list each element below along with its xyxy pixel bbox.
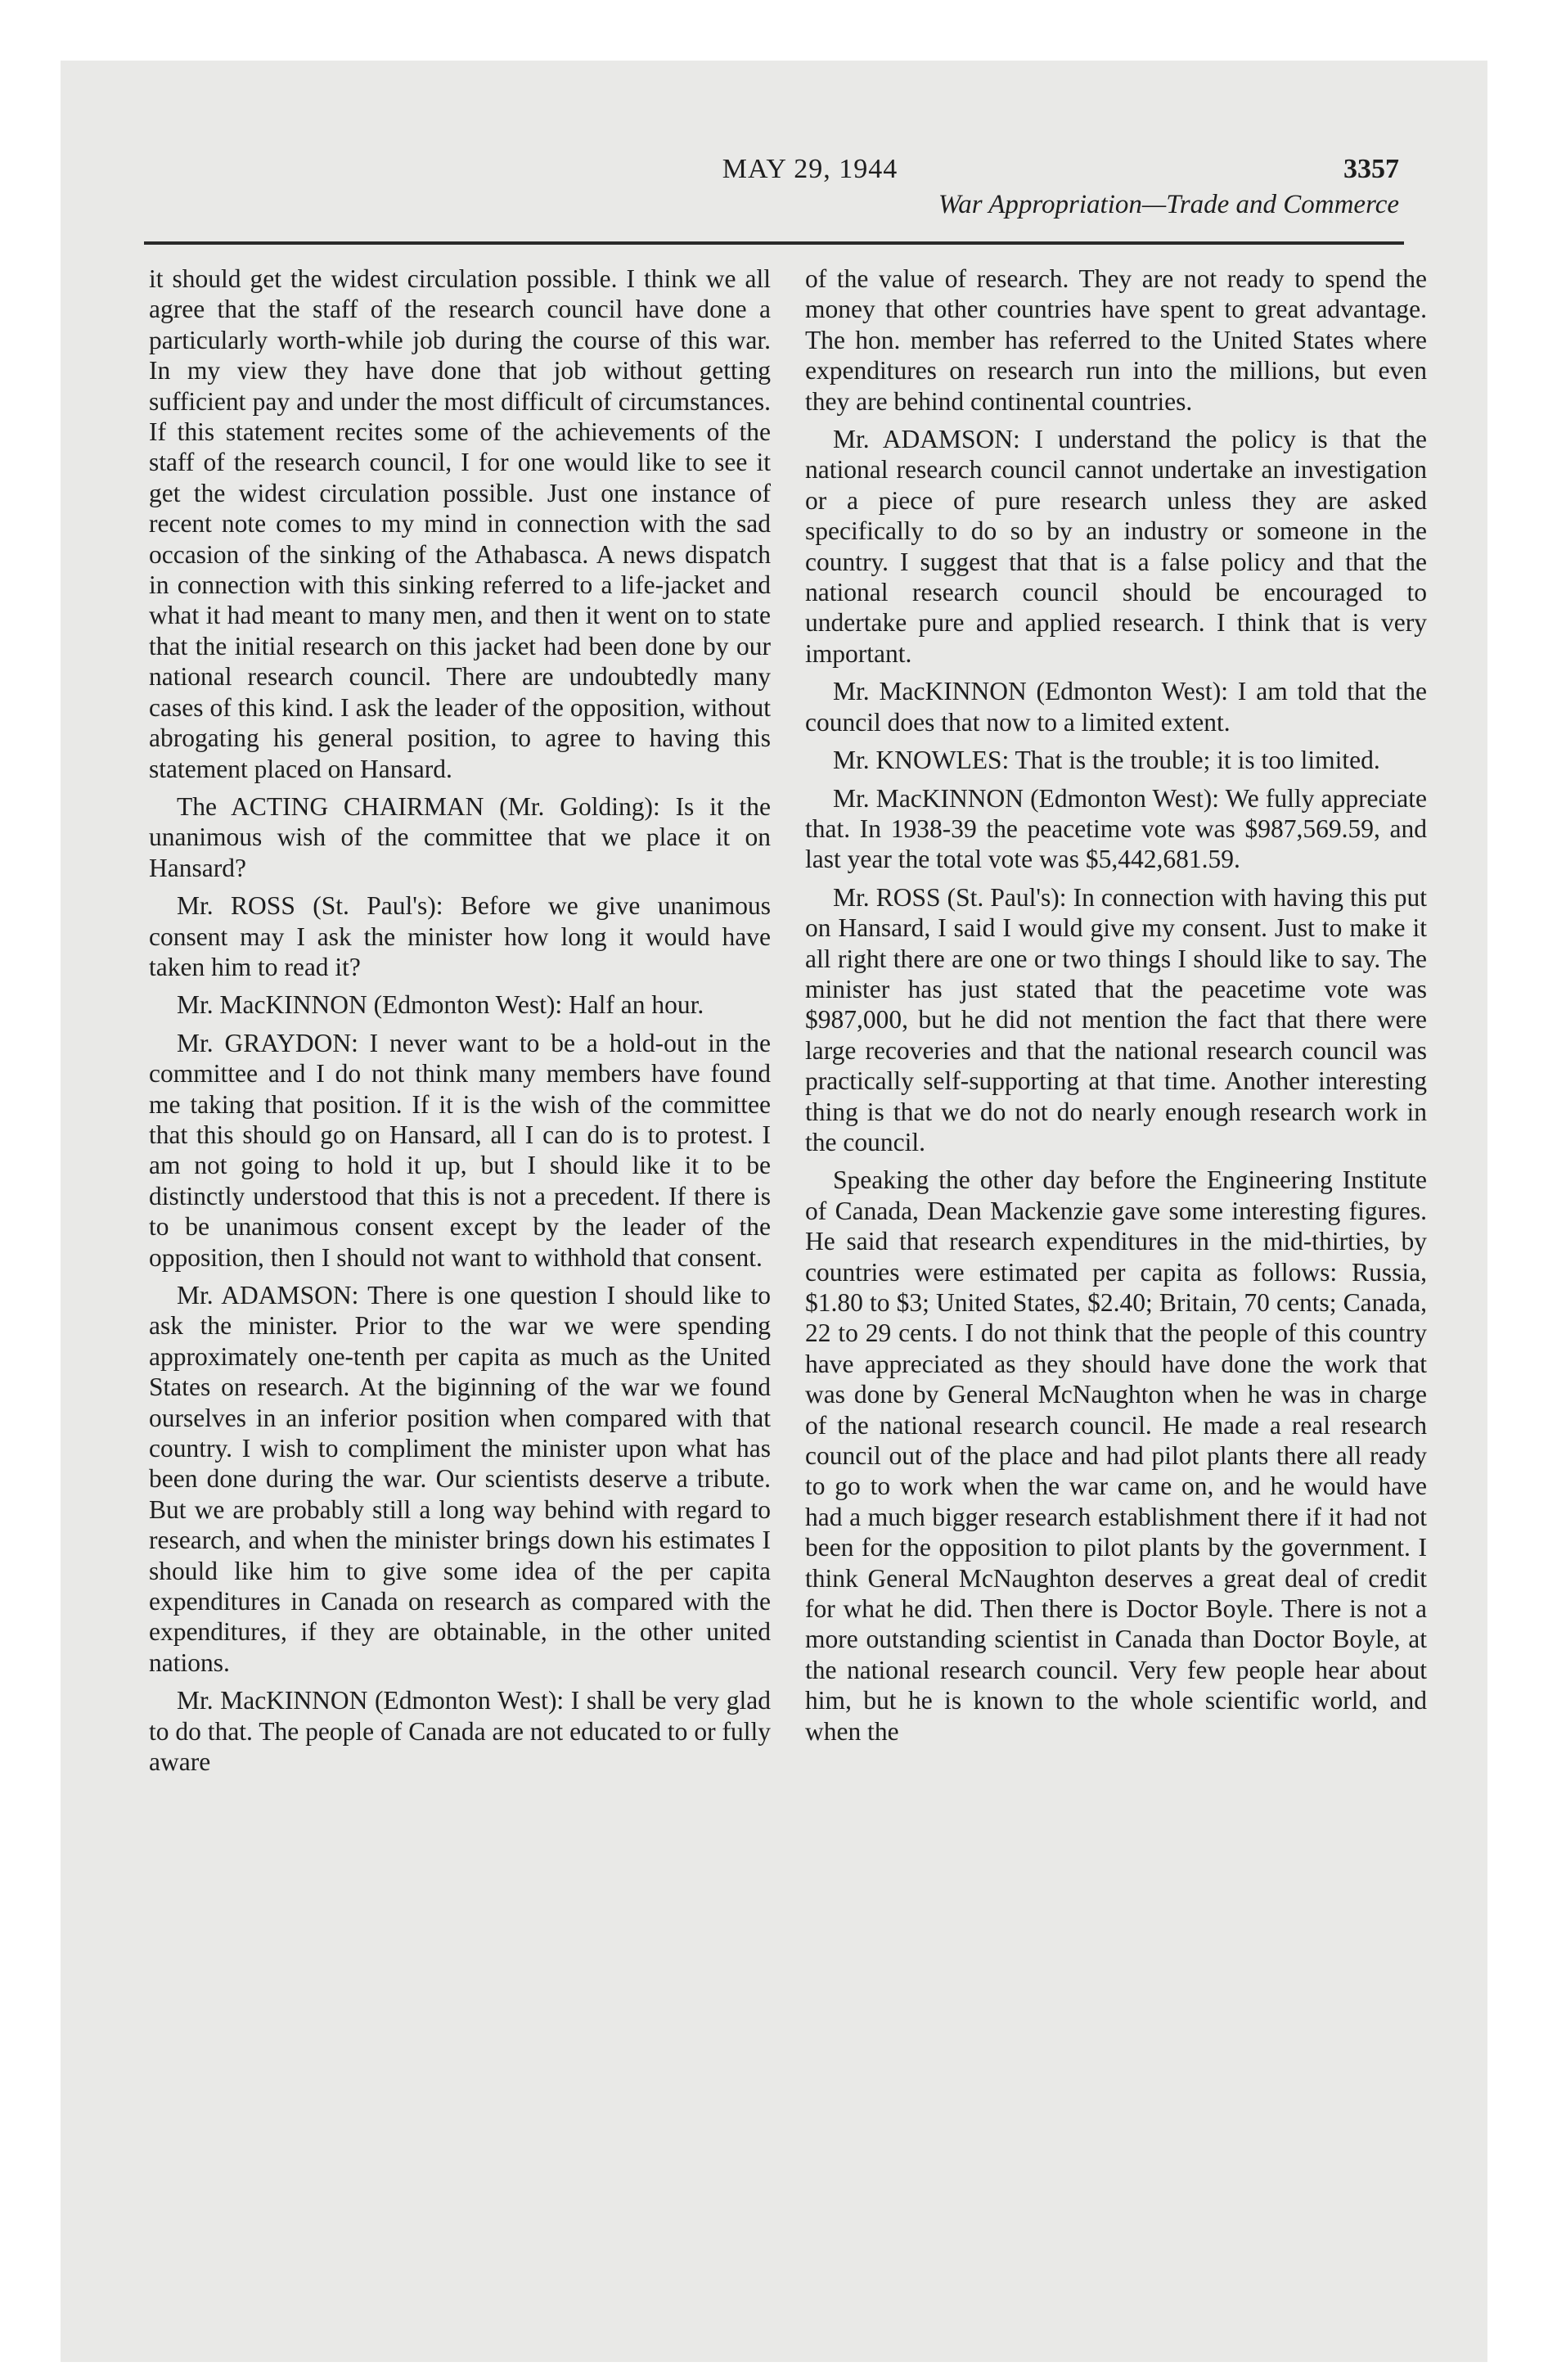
paragraph: Mr. ADAMSON: I understand the policy is that the national research council cannot undertake an investigation or a piece of pure research unless they are asked specifically to do so by an industry or someone in the country. I suggest that that is a false policy and that the national research council should be encouraged to undertake pure and applied research. I think that is very important. <box>805 425 1427 668</box>
paragraph: Mr. KNOWLES: That is the trouble; it is too limited. <box>833 746 1380 775</box>
header-date: MAY 29, 1944 <box>722 154 898 184</box>
header-rule <box>144 241 1404 245</box>
paragraph: it should get the widest circulation possible. I think we all agree that the staff of the research council have done a particularly worth-while job during the course of this war. In my view they have done that job without getting sufficient pay and under the most difficult of circumstances. If this statement recites some of the achievements of the staff of the research council, I for one would like to see it get the widest circulation possible. Just one instance of recent note comes to my mind in connection with the sad occasion of the sinking of the Athabasca. A news dispatch in connection with this sinking referred to a life-jacket and what it had meant to many men, and then it went on to state that the initial research on this jacket had been done by our national research council. There are undoubtedly many cases of this kind. I ask the leader of the opposition, without abrogating his general position, to agree to having this statement placed on Hansard. <box>149 264 771 783</box>
paragraph: Mr. MacKINNON (Edmonton West): I shall be very glad to do that. The people of Canada are not educated to or fully aware <box>149 1686 771 1777</box>
paragraph: Mr. MacKINNON (Edmonton West): We fully appreciate that. In 1938-39 the peacetime vote was $987,569.59, and last year the total vote was $5,442,681.59. <box>805 783 1427 874</box>
paragraph: Mr. ROSS (St. Paul's): In connection with having this put on Hansard, I said I would give my consent. Just to make it all right there are one or two things I should like to say. The minister has just stated that the peacetime vote was $987,000, but he did not mention the fact that there were large recoveries and that the national research council was practically self-supporting at that time. Another interesting thing is that we do not do nearly enough research work in the council. <box>805 882 1427 1156</box>
paragraph: The ACTING CHAIRMAN (Mr. Golding): Is it the unanimous wish of the committee that we place it on Hansard? <box>149 791 771 882</box>
page-header <box>147 154 1399 244</box>
running-title: War Appropriation—Trade and Commerce <box>938 190 1399 219</box>
paragraph: Mr. ROSS (St. Paul's): Before we give unanimous consent may I ask the minister how long it would have taken him to read it? <box>149 891 771 981</box>
page-number: 3357 <box>1343 154 1399 184</box>
right-column <box>805 264 1427 1754</box>
paragraph: Mr. ADAMSON: There is one question I should like to ask the minister. Prior to the war we were spending approximately one-tenth per capita as much as the United States on research. At the biginning of the war we found ourselves in an inferior position when compared with that country. I wish to compliment the minister upon what has been done during the war. Our scientists deserve a tribute. But we are probably still a long way behind with regard to research, and when the minister brings down his estimates I should like him to give some idea of the per capita expenditures in Canada on research as compared with the expenditures, if they are obtainable, in the other united nations. <box>149 1281 771 1677</box>
paragraph: of the value of research. They are not ready to spend the money that other countries have spent to great advantage. The hon. member has referred to the United States where expenditures on research run into the millions, but even they are behind continental countries. <box>805 264 1427 416</box>
paragraph: Mr. GRAYDON: I never want to be a hold-out in the committee and I do not think many members have found me taking that position. If it is the wish of the committee that this should go on Hansard, all I can do is to protest. I am not going to hold it up, but I should like it to be distinctly understood that this is not a precedent. If there is to be unanimous consent except by the leader of the opposition, then I should not want to withhold that consent. <box>149 1028 771 1272</box>
paragraph: Speaking the other day before the Engineering Institute of Canada, Dean Mackenzie gave some interesting figures. He said that research expenditures in the mid-thirties, by countries were estimated per capita as follows: Russia, $1.80 to $3; United States, $2.40; Britain, 70 cents; Canada, 22 to 29 cents. I do not think that the people of this country have appreciated as they should have done the work that was done by General McNaughton when he was in charge of the national research council. He made a real research council out of the place and had pilot plants there all ready to go to work when the war came on, and he would have had a much bigger research establishment there if it had not been for the opposition to pilot plants by the government. I think General McNaughton deserves a great deal of credit for what he did. Then there is Doctor Boyle. There is not a more outstanding scientist in Canada than Doctor Boyle, at the national research council. Very few people hear about him, but he is known to the whole scientific world, and when the <box>805 1165 1427 1746</box>
paragraph: Mr. MacKINNON (Edmonton West): Half an hour. <box>177 990 704 1020</box>
left-column <box>149 264 771 1785</box>
paragraph: Mr. MacKINNON (Edmonton West): I am told that the council does that now to a limited extent. <box>805 677 1427 737</box>
